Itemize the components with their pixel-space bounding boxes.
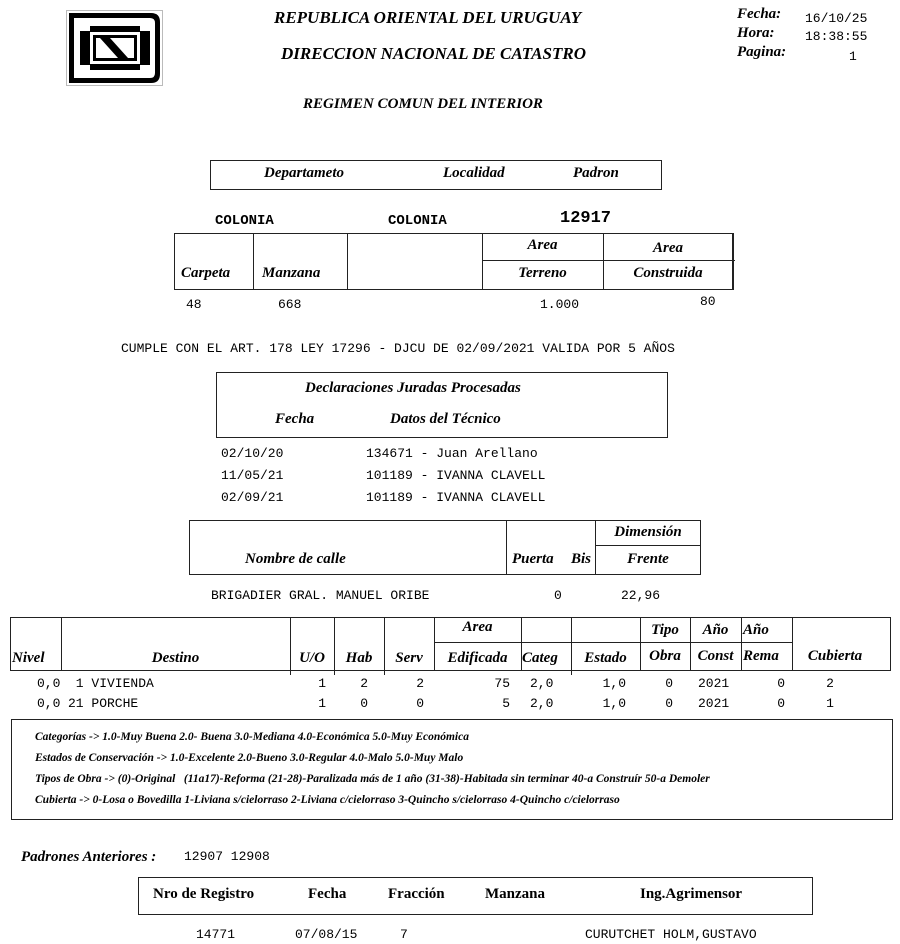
fecha-label: Fecha: [737,6,782,22]
cubierta-header: Cubierta [807,648,863,664]
declaration-row-1-tecnico: 134671 - Juan Arellano [366,446,538,461]
building-row-1-const: 2021 [698,676,730,691]
hab-header: Hab [345,650,373,666]
building-row-2-const: 2021 [698,696,730,711]
declaration-row-3-tecnico: 101189 - IVANNA CLAVELL [366,490,546,505]
building-row-1-area: 75 [494,676,510,691]
registry-manzana-header: Manzana [485,886,545,902]
estado-header: Estado [584,650,627,666]
declarations-fecha-header: Fecha [275,411,315,427]
building-row-2-categ: 2,0 [530,696,554,711]
area-edificada-header: Edificada [447,650,508,666]
catastro-logo-icon [66,10,163,86]
dimension-header: Dimensión [614,524,682,540]
nro-registro-header: Nro de Registro [153,886,255,902]
building-row-1-cubierta: 2 [826,676,834,691]
building-row-2-nivel: 0,0 [37,696,61,711]
registry-fecha-value: 07/08/15 [295,927,358,942]
departamento-header: Departameto [264,165,344,181]
puerta-header: Puerta [512,551,554,567]
title-agency: DIRECCION NACIONAL DE CATASTRO [281,44,586,63]
building-row-1-serv: 2 [416,676,424,691]
hora-value: 18:38:55 [805,29,868,44]
building-row-1-categ: 2,0 [530,676,554,691]
building-row-1-estado: 1,0 [602,676,626,691]
declarations-tecnico-header: Datos del Técnico [390,411,501,427]
padron-value: 12917 [560,209,612,228]
registry-nro-value: 14771 [196,927,236,942]
area-terreno-header: Terreno [518,265,567,281]
title-country: REPUBLICA ORIENTAL DEL URUGUAY [274,8,582,27]
localidad-value: COLONIA [388,213,447,229]
pagina-value: 1 [849,49,857,64]
area-construida-top-header: Area [653,240,683,256]
area-construida-value: 80 [700,294,716,309]
legend-tipos-obra: Tipos de Obra -> (0)-Original (11a17)-Reforma (21-28)-Paralizada más de 1 año (31-38)-Habitada sin terminar 40-a Construír 50-a Demoler [35,773,710,785]
fraccion-header: Fracción [388,886,445,902]
building-row-2-rema: 0 [777,696,785,711]
agrimensor-header: Ing.Agrimensor [640,886,743,902]
padrones-anteriores-value: 12907 12908 [184,849,270,864]
manzana-value: 668 [278,297,302,312]
building-row-2-hab: 0 [360,696,368,711]
fecha-value: 16/10/25 [805,11,868,26]
puerta-value: 0 [554,588,562,603]
registry-fecha-header: Fecha [308,886,347,902]
declarations-title: Declaraciones Juradas Procesadas [305,380,521,396]
building-row-2-uo: 1 [318,696,326,711]
localidad-header: Localidad [443,165,505,181]
bis-header: Bis [571,551,592,567]
compliance-note: CUMPLE CON EL ART. 178 LEY 17296 - DJCU DE 02/09/2021 VALIDA POR 5 AÑOS [121,341,675,356]
categ-header: Categ [522,650,558,666]
carpeta-value: 48 [186,297,202,312]
building-row-2-area: 5 [502,696,510,711]
building-row-1-tipo: 0 [665,676,673,691]
building-row-2-cubierta: 1 [826,696,834,711]
pagina-label: Pagina: [737,44,787,60]
street-name-header: Nombre de calle [245,551,346,567]
building-row-1-hab: 2 [360,676,368,691]
frente-value: 22,96 [621,588,661,603]
building-row-2-serv: 0 [416,696,424,711]
frente-header: Frente [627,551,669,567]
report-subtitle: REGIMEN COMUN DEL INTERIOR [303,96,543,112]
legend-cubierta: Cubierta -> 0-Losa o Bovedilla 1-Liviana s/cielorraso 2-Liviana c/cielorraso 3-Quincho s/cielorraso 4-Quincho c/cielorraso [35,794,620,806]
anio-rema-header: Rema [743,648,779,664]
registry-fraccion-value: 7 [400,927,408,942]
building-row-1-nivel: 0,0 [37,676,61,691]
declaration-row-2-tecnico: 101189 - IVANNA CLAVELL [366,468,546,483]
destino-header: Destino [151,650,200,666]
hora-label: Hora: [737,25,775,41]
declaration-row-2-fecha: 11/05/21 [221,468,284,483]
area-terreno-top-header: Area [527,237,558,253]
manzana-header: Manzana [262,265,321,281]
declaration-row-1-fecha: 02/10/20 [221,446,284,461]
registry-agrimensor-value: CURUTCHET HOLM,GUSTAVO [585,927,757,942]
padrones-anteriores-label: Padrones Anteriores : [21,849,157,865]
building-row-1-destino: 1 VIVIENDA [68,676,154,691]
legend-estados: Estados de Conservación -> 1.0-Excelente 2.0-Bueno 3.0-Regular 4.0-Malo 5.0-Muy Malo [35,752,464,764]
street-name-value: BRIGADIER GRAL. MANUEL ORIBE [211,588,430,603]
anio-const-header: Const [697,648,734,664]
building-row-2-destino: 21 PORCHE [68,696,139,711]
padron-header: Padron [573,165,619,181]
building-row-2-estado: 1,0 [602,696,626,711]
area-terreno-value: 1.000 [540,297,580,312]
uo-header: U/O [299,650,325,666]
area-edificada-top-header: Area [462,619,493,635]
area-construida-header: Construida [633,265,703,281]
declaration-row-3-fecha: 02/09/21 [221,490,284,505]
anio-rema-top-header: Año [743,622,769,638]
building-row-1-uo: 1 [318,676,326,691]
building-row-1-rema: 0 [777,676,785,691]
serv-header: Serv [395,650,423,666]
anio-const-top-header: Año [702,622,729,638]
tipo-top-header: Tipo [651,622,679,638]
departamento-value: COLONIA [215,213,274,229]
building-row-2-tipo: 0 [665,696,673,711]
legend-categorias: Categorías -> 1.0-Muy Buena 2.0- Buena 3.0-Mediana 4.0-Económica 5.0-Muy Económica [35,731,469,743]
tipo-obra-header: Obra [649,648,681,664]
carpeta-header: Carpeta [181,265,231,281]
nivel-header: Nivel [12,650,45,666]
